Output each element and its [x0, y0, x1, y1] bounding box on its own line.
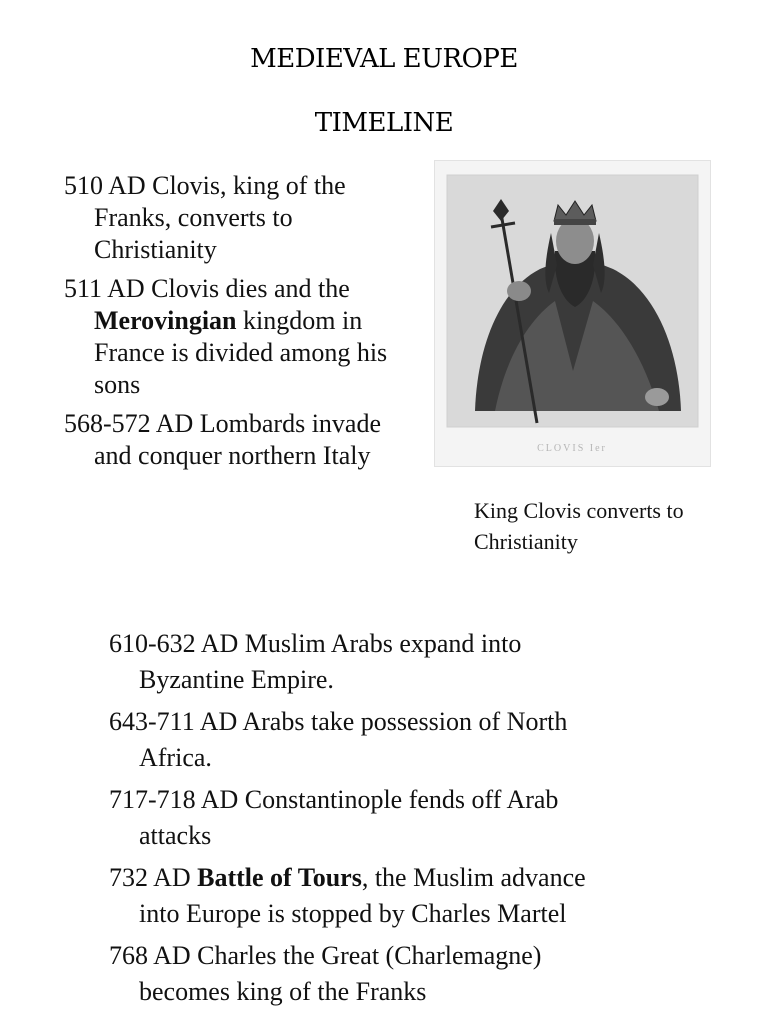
- timeline-entry: [64, 408, 414, 472]
- entry-text: 732 AD: [109, 863, 198, 892]
- entry-bold: Merovingian: [94, 306, 237, 335]
- king-clovis-portrait: [434, 160, 711, 467]
- entry-text: kingdom in France is divided among his sons: [94, 306, 388, 399]
- king-clovis-engraving-icon: [435, 161, 710, 466]
- entry-text: , the Muslim advance into Europe is stopped by Charles Martel: [139, 863, 586, 928]
- entry-text: 510 AD Clovis, king of the Franks, converts to Christianity: [64, 171, 346, 264]
- portrait-inscription: CLOVIS Ier: [537, 443, 607, 454]
- entry-text: 568-572 AD Lombards invade and conquer northern Italy: [64, 409, 382, 470]
- entry-text: 768 AD Charles the Great (Charlemagne) becomes king of the Franks: [109, 941, 542, 1006]
- page-subtitle: TIMELINE: [314, 108, 454, 138]
- entry-text: 643-711 AD Arabs take possession of North Africa.: [109, 707, 568, 772]
- entry-text: 610-632 AD Muslim Arabs expand into Byzantine Empire.: [109, 629, 522, 694]
- image-caption: King Clovis converts to Christianity: [474, 498, 684, 554]
- timeline-entry: [109, 626, 629, 698]
- timeline-entry: [64, 273, 414, 401]
- page-title: MEDIEVAL EUROPE: [250, 44, 518, 74]
- timeline-entry: [109, 782, 629, 854]
- timeline-entry: [109, 704, 629, 776]
- timeline-entry: [109, 860, 629, 932]
- timeline-entry: [64, 170, 414, 266]
- entry-text: 511 AD Clovis dies and the: [64, 274, 350, 303]
- entry-text: 717-718 AD Constantinople fends off Arab attacks: [109, 785, 559, 850]
- timeline-top: [64, 170, 414, 479]
- timeline-entry: [109, 938, 629, 1010]
- timeline-bottom: [109, 626, 629, 1016]
- entry-bold: Battle of Tours: [197, 863, 362, 892]
